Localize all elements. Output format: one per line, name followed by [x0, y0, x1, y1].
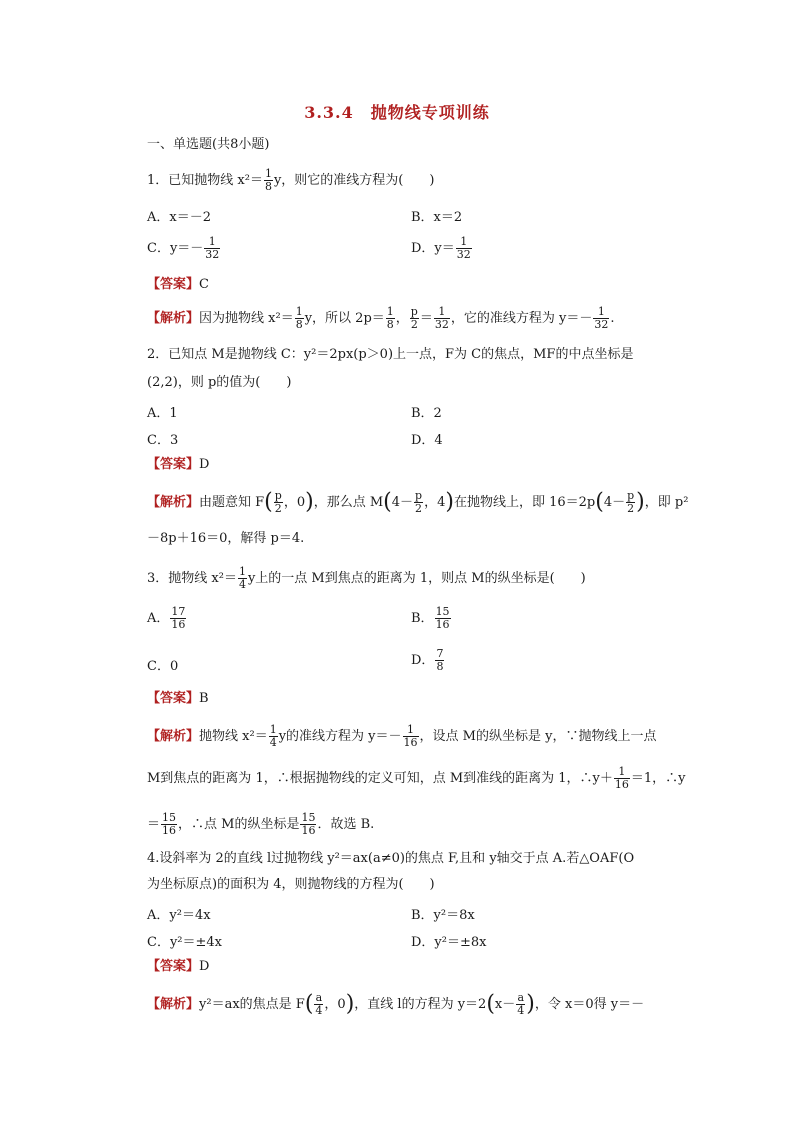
q4-option-b: B．y²＝8x: [411, 908, 475, 923]
q1-option-b: B．x＝2: [411, 210, 463, 225]
fraction: $\frac{1}{8}$: [386, 305, 394, 331]
fraction: $\frac{15}{16}$: [435, 605, 450, 631]
parenthesis: ): [636, 489, 645, 515]
fraction: $\frac{1}{8}$: [264, 167, 272, 193]
fraction: $\frac{1}{32}$: [205, 235, 220, 261]
q1-explanation: 【解析】因为抛物线 x²＝ $\frac{1}{8}$ y，所以 2p＝ $\frac{1}{8}$ ， $\frac{p}{2}$ ＝ $\frac{1}{32}$ ，它的准线方程为 y＝－ $\frac{1}{32}$ .: [147, 305, 615, 331]
q4-option-c: C．y²＝±4x: [147, 935, 222, 950]
q4-explanation: 【解析】y²＝ax的焦点是 F( $\frac{a}{4}$ ，0)，直线 l的方程为 y＝2(x－ $\frac{a}{4}$ )，令 x＝0得 y＝－: [147, 991, 645, 1017]
parenthesis: (: [304, 991, 314, 1017]
fraction: $\frac{1}{8}$: [295, 305, 303, 331]
q2-option-c: C．3: [147, 433, 179, 448]
q1-option-a: A．x＝－2: [147, 210, 211, 225]
question-3-stem: 3．抛物线 x²＝ $\frac{1}{4}$ y上的一点 M到焦点的距离为 1，则点 M的纵坐标是( ): [147, 565, 586, 591]
q2-option-a: A．1: [147, 406, 178, 421]
q3-explanation-line-3: ＝ $\frac{15}{16}$ ，∴点 M的纵坐标是 $\frac{15}{16}$ ．故选 B.: [147, 811, 375, 837]
q3-option-d: D． $\frac{7}{8}$: [411, 647, 444, 673]
q3-explanation-line-2: M到焦点的距离为 1，∴根据抛物线的定义可知，点 M到准线的距离为 1，∴y＋ $\frac{1}{16}$ ＝1，∴y: [147, 765, 686, 791]
fraction: $\frac{a}{4}$: [517, 991, 525, 1017]
fraction: $\frac{p}{2}$: [410, 305, 418, 331]
fraction: $\frac{15}{16}$: [162, 811, 177, 837]
fraction: $\frac{1}{4}$: [269, 723, 277, 749]
parenthesis: (: [383, 489, 392, 515]
q2-option-d: D．4: [411, 433, 443, 448]
q4-option-d: D．y²＝±8x: [411, 935, 487, 950]
parenthesis: (: [486, 991, 495, 1017]
q2-explanation-line-1: 【解析】由题意知 F( $\frac{p}{2}$ ，0)，那么点 M(4－ $\frac{p}{2}$ ，4)在抛物线上，即 16＝2p(4－ $\frac{p}{2}$ )，即 p²: [147, 489, 689, 515]
fraction: $\frac{15}{16}$: [301, 811, 316, 837]
q1-option-c: C．y＝－ $\frac{1}{32}$: [147, 235, 220, 261]
q1-option-d: D．y＝ $\frac{1}{32}$: [411, 235, 471, 261]
fraction: $\frac{1}{32}$: [456, 235, 471, 261]
parenthesis: ): [305, 489, 314, 515]
fraction: $\frac{1}{32}$: [594, 305, 609, 331]
fraction: $\frac{1}{4}$: [238, 565, 246, 591]
fraction: $\frac{1}{16}$: [403, 723, 418, 749]
q2-explanation-line-2: －8p＋16＝0，解得 p＝4.: [147, 531, 305, 546]
q3-option-a: A． $\frac{17}{16}$: [147, 605, 186, 631]
fraction: $\frac{1}{32}$: [434, 305, 449, 331]
parenthesis: ): [345, 991, 355, 1017]
question-2-stem-line-1: 2．已知点 M是抛物线 C：y²＝2px(p＞0)上一点，F为 C的焦点，MF的中点坐标是: [147, 347, 634, 362]
fraction: $\frac{p}{2}$: [627, 489, 635, 515]
q4-option-a: A．y²＝4x: [147, 908, 211, 923]
page-title: 3.3.4 抛物线专项训练: [304, 103, 490, 122]
fraction: $\frac{17}{16}$: [171, 605, 186, 631]
parenthesis: ): [445, 489, 454, 515]
fraction: $\frac{7}{8}$: [436, 647, 444, 673]
q3-answer: 【答案】B: [147, 691, 209, 706]
q1-answer: 【答案】C: [147, 277, 209, 292]
q3-explanation-line-1: 【解析】抛物线 x²＝ $\frac{1}{4}$ y的准线方程为 y＝－ $\frac{1}{16}$ ，设点 M的纵坐标是 y，∵抛物线上一点: [147, 723, 657, 749]
fraction: $\frac{a}{4}$: [315, 991, 323, 1017]
q2-option-b: B．2: [411, 406, 442, 421]
section-heading: 一、单选题(共8小题): [147, 137, 270, 152]
parenthesis: (: [595, 489, 604, 515]
question-4-stem-line-1: 4.设斜率为 2的直线 l过抛物线 y²＝ax(a≠0)的焦点 F,且和 y轴交于点 A.若△OAF(O: [147, 851, 635, 866]
q3-option-c: C．0: [147, 659, 179, 674]
q4-answer: 【答案】D: [147, 959, 210, 974]
question-4-stem-line-2: 为坐标原点)的面积为 4，则抛物线的方程为( ): [147, 877, 435, 892]
q2-answer: 【答案】D: [147, 457, 210, 472]
parenthesis: (: [264, 489, 273, 515]
fraction: $\frac{1}{16}$: [614, 765, 629, 791]
question-1-stem: 1．已知抛物线 x²＝ $\frac{1}{8}$ y，则它的准线方程为( ): [147, 167, 435, 193]
fraction: $\frac{p}{2}$: [415, 489, 423, 515]
parenthesis: ): [526, 991, 535, 1017]
fraction: $\frac{p}{2}$: [274, 489, 282, 515]
q3-option-b: B． $\frac{15}{16}$: [411, 605, 450, 631]
question-2-stem-line-2: (2,2)，则 p的值为( ): [147, 375, 292, 390]
